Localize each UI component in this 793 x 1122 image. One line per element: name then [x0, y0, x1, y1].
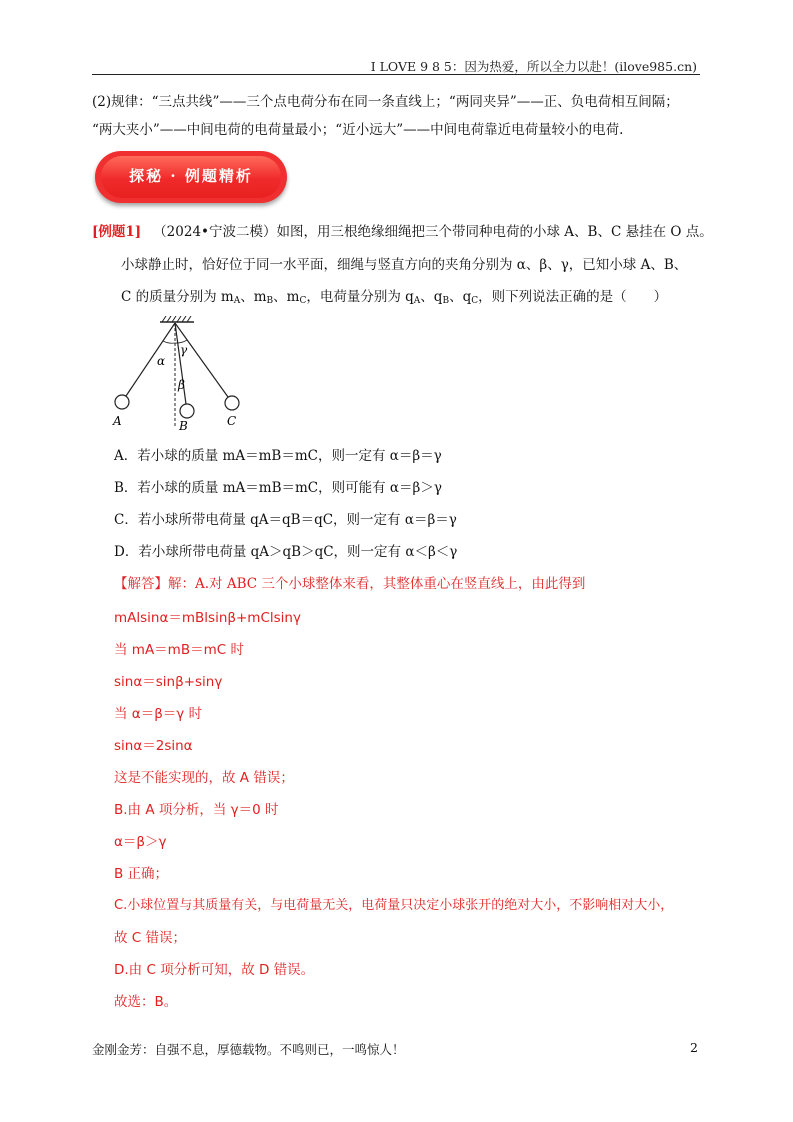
answer-line: 当 α＝β＝γ 时 — [114, 706, 203, 722]
rule-line-2: “两大夹小”——中间电荷的电荷量最小；“近小远大”——中间电荷靠近电荷量较小的电荷. — [92, 122, 624, 138]
answer-line: D.由 C 项分析可知，故 D 错误。 — [114, 962, 315, 978]
example-tag: [例题1] — [92, 224, 142, 240]
rule-line-1: (2)规律：“三点共线”——三个点电荷分布在同一条直线上；“两同夹异”——正、负电荷相互间隔； — [92, 94, 679, 110]
header-divider — [92, 74, 700, 75]
arc-alpha — [163, 341, 175, 343]
string-a — [126, 323, 175, 396]
option-a: A．若小球的质量 mA＝mB＝mC，则一定有 α＝β＝γ — [114, 448, 442, 464]
answer-line: α＝β＞γ — [114, 834, 167, 850]
answer-line: C.小球位置与其质量有关，与电荷量无关，电荷量只决定小球张开的绝对大小，不影响相对大小， — [114, 898, 674, 913]
answer-line: 当 mA＝mB＝mC 时 — [114, 642, 244, 658]
example-line-2: 小球静止时，恰好位于同一水平面，细绳与竖直方向的夹角分别为 α、β、γ，已知小球 A、B、 — [121, 257, 688, 273]
page-header: I LOVE 9 8 5：因为热爱，所以全力以赴！(ilove985.cn) — [370, 59, 697, 74]
ball-b — [180, 404, 194, 418]
label-c: C — [227, 414, 237, 428]
answer-line: B 正确； — [114, 866, 169, 882]
label-a: A — [113, 414, 122, 428]
option-d: D．若小球所带电荷量 qA＞qB＞qC，则一定有 α＜β＜γ — [114, 544, 458, 560]
ball-c — [225, 396, 239, 410]
ceiling-hatch — [162, 316, 191, 322]
section-banner — [95, 151, 287, 203]
answer-line: B.由 A 项分析，当 γ＝0 时 — [114, 802, 279, 818]
pendulum-figure — [108, 316, 248, 434]
option-b: B．若小球的质量 mA＝mB＝mC，则可能有 α＝β＞γ — [114, 480, 442, 496]
answer-line: 这是不能实现的，故 A 错误； — [114, 770, 294, 786]
example-line-1: [例题1] （2024•宁波二模）如图，用三根绝缘细绳把三个带同种电荷的小球 A、B、C 悬挂在 O 点。 — [92, 224, 713, 240]
answer-head: 【解答】解：A.对 ABC 三个小球整体来看，其整体重心在竖直线上，由此得到 — [114, 576, 586, 592]
answer-line: 故选：B。 — [114, 994, 178, 1010]
answer-line: mAlsinα＝mBlsinβ+mClsinγ — [114, 610, 301, 626]
section-banner-label: 探秘 · 例题精析 — [129, 167, 253, 185]
example-line-3: C 的质量分别为 $m_A$、$m_B$、$m_C$，电荷量分别为 $q_A$、$q_B$、$q_C$，则下列说法正确的是（ ） — [121, 289, 668, 306]
answer-line: sinα＝2sinα — [114, 738, 193, 754]
label-alpha: α — [157, 354, 166, 368]
page-number: 2 — [690, 1040, 698, 1055]
label-beta: β — [178, 378, 185, 392]
label-gamma: γ — [180, 343, 188, 357]
answer-line: 故 C 错误； — [114, 930, 187, 946]
ball-a — [115, 395, 129, 409]
option-c: C．若小球所带电荷量 qA＝qB＝qC，则一定有 α＝β＝γ — [114, 512, 457, 528]
label-b: B — [179, 419, 188, 433]
footer-motto: 金刚金芳：自强不息，厚德载物。不鸣则已，一鸣惊人！ — [92, 1042, 405, 1057]
answer-line: sinα＝sinβ+sinγ — [114, 674, 223, 690]
